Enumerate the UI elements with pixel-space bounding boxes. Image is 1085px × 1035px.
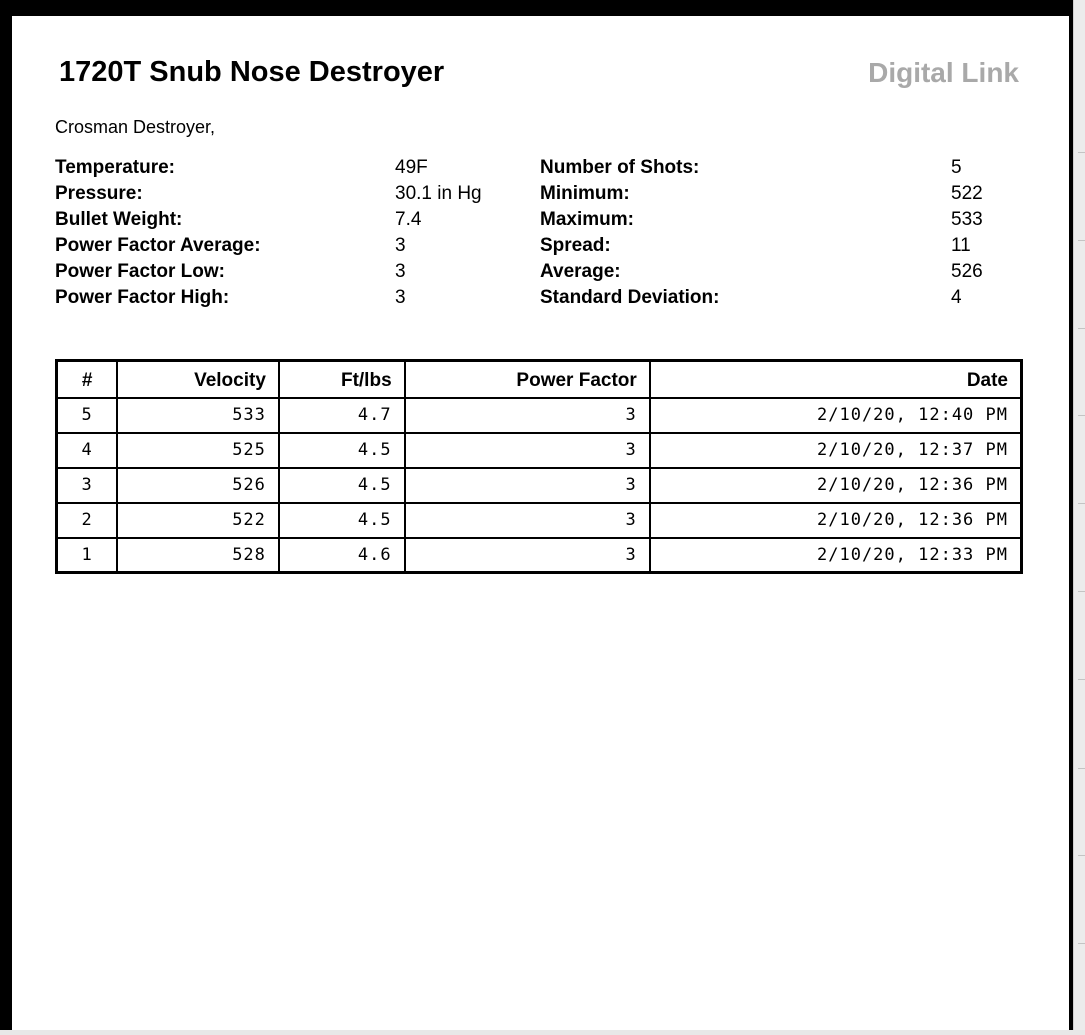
cell-velocity: 533 xyxy=(117,398,279,433)
cell-power-factor: 3 xyxy=(405,398,650,433)
cell-ft-lbs: 4.5 xyxy=(279,468,405,503)
shots-table xyxy=(55,359,1023,574)
table-row xyxy=(57,468,1022,503)
cell-velocity: 525 xyxy=(117,433,279,468)
stat-value: 7.4 xyxy=(395,209,422,230)
edge-tick xyxy=(1078,591,1085,592)
cell-date: 2/10/20, 12:33 PM xyxy=(650,538,1022,573)
edge-tick xyxy=(1078,855,1085,856)
table-row xyxy=(57,538,1022,573)
stat-label: Standard Deviation: xyxy=(540,287,720,308)
cell-power-factor: 3 xyxy=(405,433,650,468)
edge-tick xyxy=(1078,415,1085,416)
stat-value: 3 xyxy=(395,287,406,308)
stat-value: 11 xyxy=(951,235,971,256)
cell-shot-number: 1 xyxy=(57,538,118,573)
edge-tick xyxy=(1078,943,1085,944)
edge-tick xyxy=(1078,328,1085,329)
stat-label: Number of Shots: xyxy=(540,157,700,178)
stat-label: Maximum: xyxy=(540,209,634,230)
cell-velocity: 528 xyxy=(117,538,279,573)
cell-ft-lbs: 4.6 xyxy=(279,538,405,573)
edge-tick xyxy=(1078,503,1085,504)
cell-date: 2/10/20, 12:37 PM xyxy=(650,433,1022,468)
edge-tick xyxy=(1078,768,1085,769)
cell-velocity: 526 xyxy=(117,468,279,503)
cell-ft-lbs: 4.5 xyxy=(279,433,405,468)
table-header-row xyxy=(57,361,1022,398)
column-header-power-factor: Power Factor xyxy=(405,361,650,398)
cell-shot-number: 2 xyxy=(57,503,118,538)
table-row xyxy=(57,398,1022,433)
cell-velocity: 522 xyxy=(117,503,279,538)
table-row xyxy=(57,433,1022,468)
cell-date: 2/10/20, 12:36 PM xyxy=(650,503,1022,538)
brand-name: Digital Link xyxy=(868,57,1019,88)
stat-value: 522 xyxy=(951,183,983,204)
stat-value: 3 xyxy=(395,235,406,256)
window-edge-scrollbar[interactable] xyxy=(1073,0,1085,1035)
column-header-velocity: Velocity xyxy=(117,361,279,398)
stat-label: Average: xyxy=(540,261,621,282)
window-bottom-edge xyxy=(0,1030,1085,1035)
stat-label: Power Factor Low: xyxy=(55,261,225,282)
edge-tick xyxy=(1078,679,1085,680)
column-header-shot-number: # xyxy=(57,361,118,398)
edge-tick xyxy=(1078,152,1085,153)
stat-value: 49F xyxy=(395,157,428,178)
stat-value: 30.1 in Hg xyxy=(395,183,482,204)
cell-date: 2/10/20, 12:36 PM xyxy=(650,468,1022,503)
stat-label: Power Factor Average: xyxy=(55,235,261,256)
page-subtitle: Crosman Destroyer, xyxy=(55,117,216,137)
stat-label: Spread: xyxy=(540,235,611,256)
report-page xyxy=(12,16,1069,1030)
stat-value: 533 xyxy=(951,209,983,230)
stat-value: 526 xyxy=(951,261,983,282)
stat-value: 4 xyxy=(951,287,962,308)
column-header-ft-lbs: Ft/lbs xyxy=(279,361,405,398)
cell-power-factor: 3 xyxy=(405,503,650,538)
table-row xyxy=(57,503,1022,538)
stat-label: Temperature: xyxy=(55,157,176,178)
stat-label: Power Factor High: xyxy=(55,287,230,308)
cell-ft-lbs: 4.5 xyxy=(279,503,405,538)
cell-shot-number: 3 xyxy=(57,468,118,503)
cell-ft-lbs: 4.7 xyxy=(279,398,405,433)
page-title: 1720T Snub Nose Destroyer xyxy=(59,56,445,88)
cell-shot-number: 4 xyxy=(57,433,118,468)
edge-tick xyxy=(1078,240,1085,241)
cell-date: 2/10/20, 12:40 PM xyxy=(650,398,1022,433)
cell-power-factor: 3 xyxy=(405,538,650,573)
cell-shot-number: 5 xyxy=(57,398,118,433)
stat-value: 3 xyxy=(395,261,406,282)
cell-power-factor: 3 xyxy=(405,468,650,503)
column-header-date: Date xyxy=(650,361,1022,398)
stat-label: Minimum: xyxy=(540,183,630,204)
stat-label: Bullet Weight: xyxy=(55,209,183,230)
stat-value: 5 xyxy=(951,157,962,178)
stat-label: Pressure: xyxy=(55,183,143,204)
